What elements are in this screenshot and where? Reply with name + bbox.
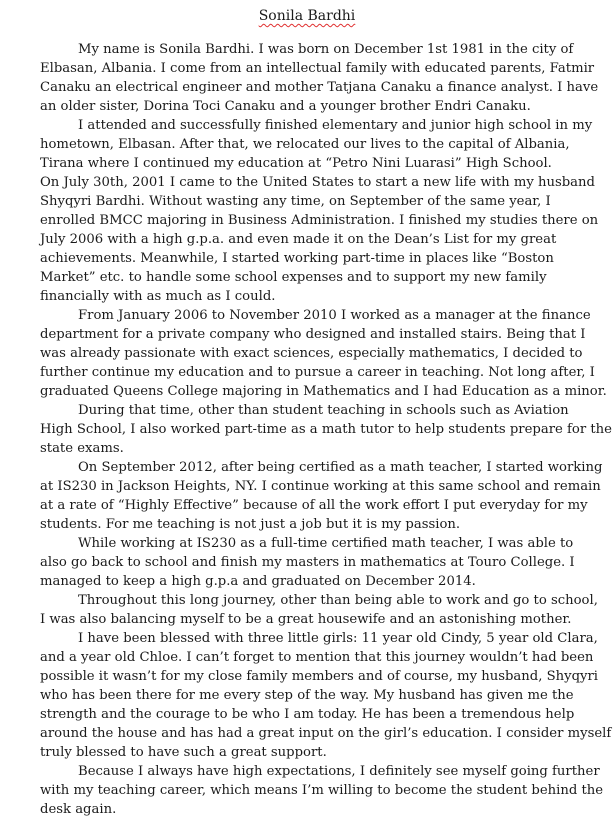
text-line: Canaku an electrical engineer and mother Tatjana Canaku a finance analyst. I have xyxy=(40,80,599,95)
text-line: On July 30th, 2001 I came to the United States to start a new life with my husband xyxy=(40,175,595,190)
text-line: I attended and successfully finished elementary and junior high school in my xyxy=(78,118,593,133)
text-line: While working at IS230 as a full-time certified math teacher, I was able to xyxy=(78,536,574,551)
text-line: with my teaching career, which means I’m willing to become the student behind the xyxy=(40,783,604,798)
text-line: On September 2012, after being certified as a math teacher, I started working xyxy=(78,460,603,475)
text-line: Market” etc. to handle some school expenses and to support my new family xyxy=(40,270,547,285)
paragraph xyxy=(40,116,600,173)
paragraph xyxy=(40,629,612,762)
text-line: Throughout this long journey, other than being able to work and go to school, xyxy=(78,593,598,608)
paragraph xyxy=(40,458,603,534)
document-body xyxy=(40,40,612,819)
text-line: During that time, other than student teaching in schools such as Aviation xyxy=(78,403,569,418)
text-line: strength and the courage to be who I am today. He has been a tremendous help xyxy=(40,707,575,722)
text-line: state exams. xyxy=(40,441,124,456)
paragraph xyxy=(40,591,600,629)
text-line: I was also balancing myself to be a great housewife and an astonishing mother. xyxy=(40,612,572,627)
text-line: truly blessed to have such a great support. xyxy=(40,745,327,760)
text-line: managed to keep a high g.p.a and graduated on December 2014. xyxy=(40,574,476,589)
paragraph xyxy=(40,173,600,306)
paragraph xyxy=(40,40,600,116)
text-line: Shyqyri Bardhi. Without wasting any time, on September of the same year, I xyxy=(40,194,551,209)
text-line: From January 2006 to November 2010 I worked as a manager at the finance xyxy=(78,308,591,323)
text-line: who has been there for me every step of the way. My husband has given me the xyxy=(40,688,574,703)
paragraph xyxy=(40,534,600,591)
text-line: enrolled BMCC majoring in Business Administration. I finished my studies there on xyxy=(40,213,599,228)
text-line: desk again. xyxy=(40,802,117,817)
text-line: My name is Sonila Bardhi. I was born on December 1st 1981 in the city of xyxy=(78,42,574,57)
text-line: around the house and has had a great input on the girl’s education. I consider myself xyxy=(40,726,612,741)
text-line: department for a private company who designed and installed stairs. Being that I xyxy=(40,327,586,342)
text-line: and a year old Chloe. I can’t forget to mention that this journey wouldn’t had been xyxy=(40,650,594,665)
text-line: an older sister, Dorina Toci Canaku and a younger brother Endri Canaku. xyxy=(40,99,531,114)
text-line: possible it wasn’t for my close family members and of course, my husband, Shyqyri xyxy=(40,669,599,684)
text-line: further continue my education and to pursue a career in teaching. Not long after, I xyxy=(40,365,595,380)
text-line: also go back to school and finish my masters in mathematics at Touro College. I xyxy=(40,555,575,570)
text-line: graduated Queens College majoring in Mathematics and I had Education as a minor. xyxy=(40,384,607,399)
text-line: financially with as much as I could. xyxy=(40,289,276,304)
text-line: was already passionate with exact sciences, especially mathematics, I decided to xyxy=(40,346,583,361)
paragraph xyxy=(40,401,612,458)
text-line: Tirana where I continued my education at “Petro Nini Luarasi” High School. xyxy=(40,156,552,171)
text-line: students. For me teaching is not just a job but it is my passion. xyxy=(40,517,461,532)
text-line: July 2006 with a high g.p.a. and even made it on the Dean’s List for my great xyxy=(40,232,557,247)
text-line: at a rate of “Highly Effective” because of all the work effort I put everyday for my xyxy=(40,498,588,513)
text-line: achievements. Meanwhile, I started working part-time in places like “Boston xyxy=(40,251,554,266)
document-title: Sonila Bardhi xyxy=(258,8,356,24)
paragraph xyxy=(40,762,604,819)
text-line: Because I always have high expectations, I definitely see myself going further xyxy=(78,764,600,779)
text-line: Elbasan, Albania. I come from an intellectual family with educated parents, Fatmir xyxy=(40,61,595,76)
text-line: High School, I also worked part-time as a math tutor to help students prepare for the xyxy=(40,422,612,437)
paragraph xyxy=(40,306,607,401)
text-line: at IS230 in Jackson Heights, NY. I continue working at this same school and remain xyxy=(40,479,601,494)
text-line: I have been blessed with three little girls: 11 year old Cindy, 5 year old Clara, xyxy=(78,631,598,646)
text-line: hometown, Elbasan. After that, we relocated our lives to the capital of Albania, xyxy=(40,137,570,152)
